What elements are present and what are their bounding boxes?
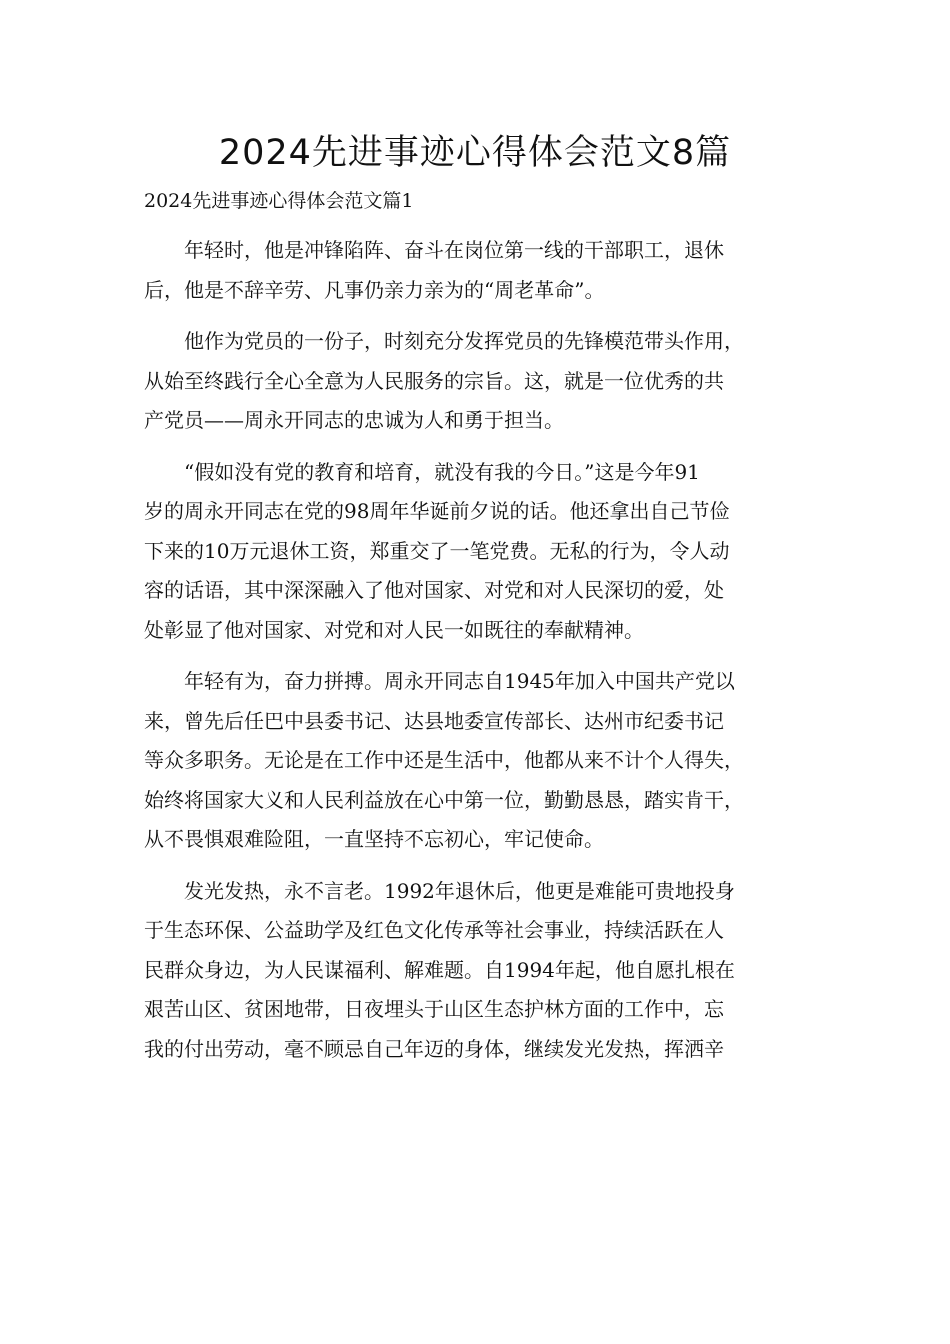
paragraph: 年轻时，他是冲锋陷阵、奋斗在岗位第一线的干部职工，退休 后，他是不辞辛劳、凡事仍亲力亲为的“周老革命”。 (144, 238, 724, 302)
section-heading: 2024先进事迹心得体会范文篇1 (144, 190, 414, 212)
document-title: 2024先进事迹心得体会范文8篇 (218, 133, 732, 173)
document-body (144, 231, 824, 1081)
paragraph: 他作为党员的一份子，时刻充分发挥党员的先锋模范带头作用， 从始至终践行全心全意为人民服务的宗旨。这，就是一位优秀的共 产党员——周永开同志的忠诚为人和勇于担当。 (144, 329, 744, 432)
paragraph: “假如没有党的教育和培育，就没有我的今日。”这是今年91 岁的周永开同志在党的98周年华诞前夕说的话。他还拿出自己节俭 下来的10万元退休工资，郑重交了一笔党费。无私的行为，令人动 容的话语，其中深深融入了他对国家、对党和对人民深切的爱，处 处彰显了他对国家、对党和对人民一如既往的奉献精神。 (144, 459, 730, 642)
paragraph: 年轻有为，奋力拼搏。周永开同志自1945年加入中国共产党以 来，曾先后任巴中县委书记、达县地委宣传部长、达州市纪委书记 等众多职务。无论是在工作中还是生活中，他都从来不计个人得失， 始终将国家大义和人民利益放在心中第一位，勤勤恳恳，踏实肯干， 从不畏惧艰难险阻，一直坚持不忘初心，牢记使命。 (144, 669, 744, 851)
paragraph: 发光发热，永不言老。1992年退休后，他更是难能可贵地投身 于生态环保、公益助学及红色文化传承等社会事业，持续活跃在人 民群众身边，为人民谋福利、解难题。自1994年起，他自愿扎根在 艰苦山区、贫困地带，日夜埋头于山区生态护林方面的工作中，忘 我的付出劳动，毫不顾忌自己年迈的身体，继续发光发热，挥洒辛 (144, 878, 735, 1061)
